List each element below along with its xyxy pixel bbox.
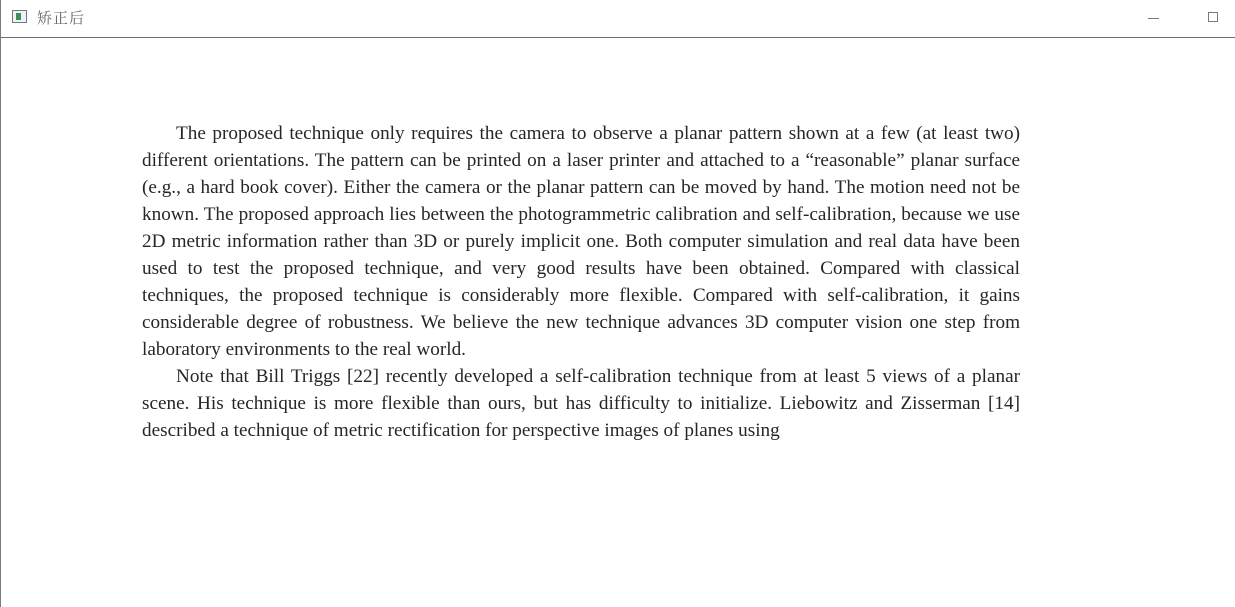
paragraph-1: The proposed technique only requires the camera to observe a planar pattern shown at a few (at least two) different orientations. The pattern can be printed on a laser printer and attached to a “reasonable” planar surface (e.g., a hard book cover). Either the camera or the planar pattern can be moved by hand. The motion need not be known. The proposed approach lies between the photogrammetric calibration and self-calibration, because we use 2D metric information rather than 3D or purely implicit one. Both computer simulation and real data have been used to test the proposed technique, and very good results have been obtained. Compared with classical techniques, the proposed technique is considerably more flexible. Compared with self-calibration, it gains considerable degree of robustness. We believe the new technique advances 3D computer vision one step from laboratory environments to the real world.: [142, 123, 1020, 360]
paragraph-2: Note that Bill Triggs [22] recently developed a self-calibration technique from at least 5 views of a planar scene. His technique is more flexible than ours, but has difficulty to initialize. Liebowitz and Zisserman [14] described a technique of metric rectification for perspective images of planes using: [142, 366, 1020, 441]
minimize-button[interactable]: [1130, 0, 1176, 37]
maximize-icon: [1208, 12, 1218, 22]
maximize-button[interactable]: [1190, 0, 1235, 37]
title-bar[interactable]: [1, 0, 1235, 38]
app-window-icon: [12, 10, 27, 23]
rectified-document-text: [142, 120, 1020, 444]
minimize-icon: [1148, 18, 1159, 19]
window-title: 矫正后: [37, 9, 86, 27]
